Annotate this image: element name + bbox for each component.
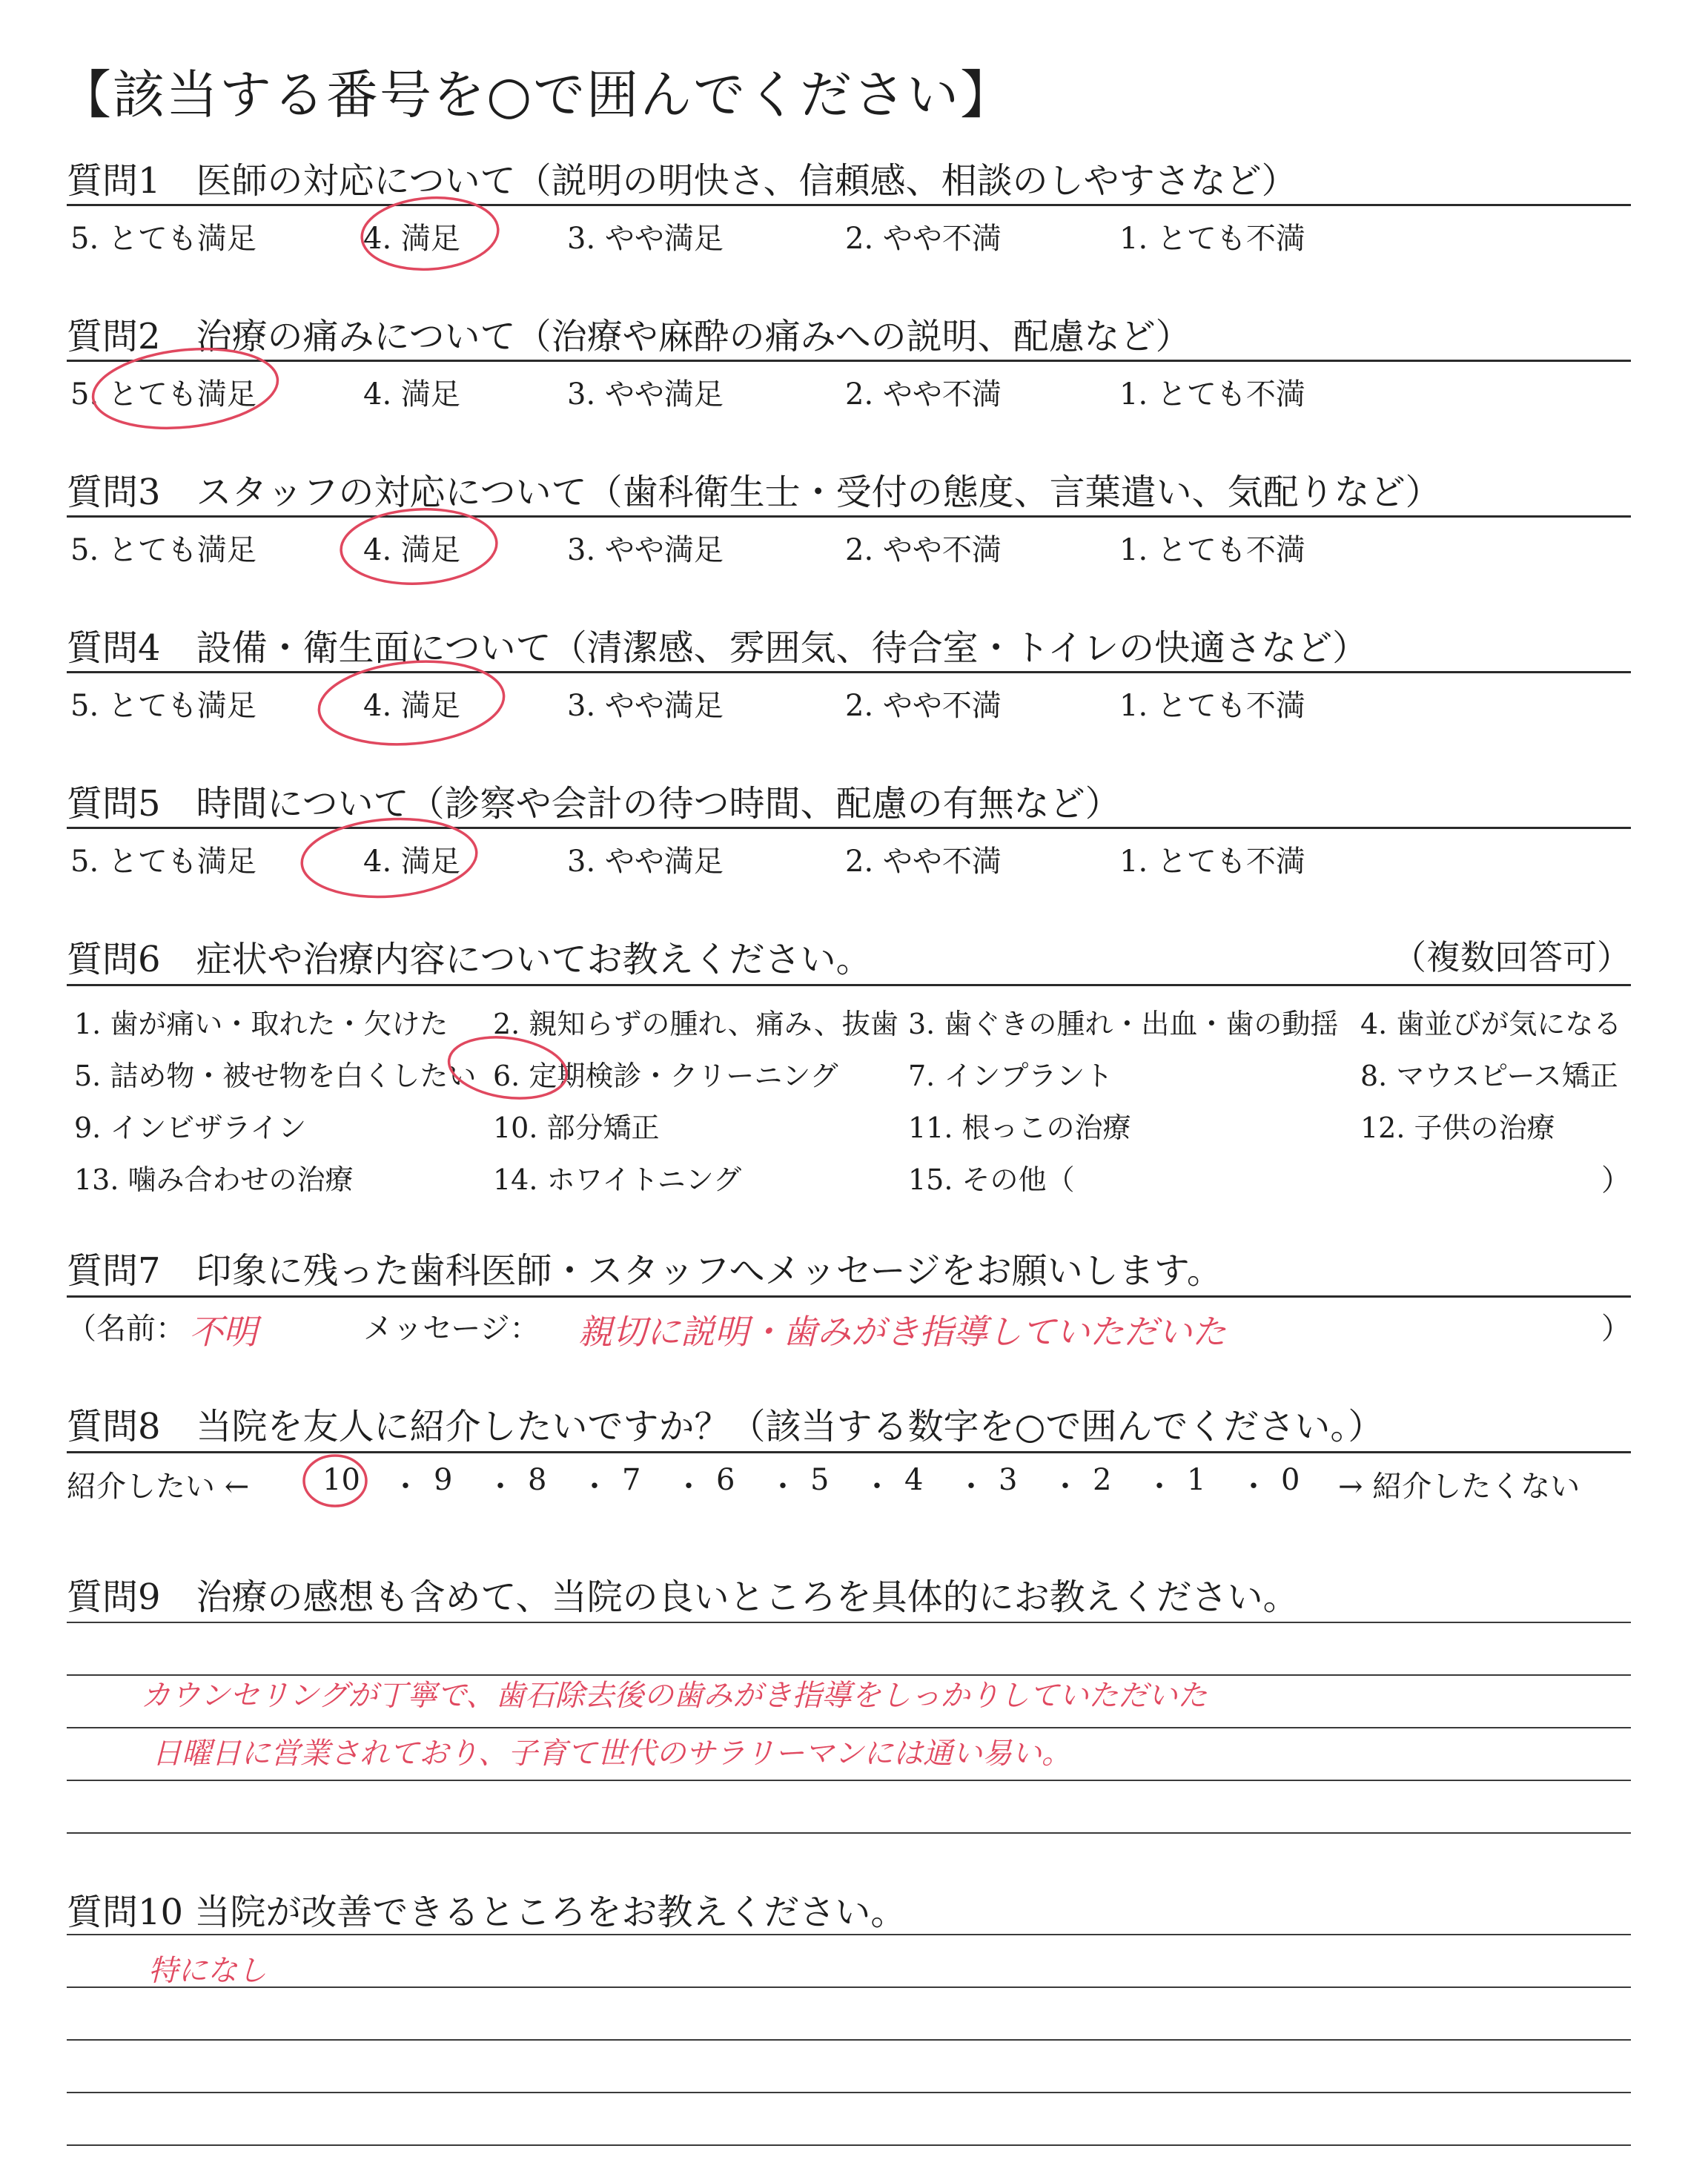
scale-separator: ・ bbox=[862, 1470, 892, 1504]
symptom-item[interactable]: 9. インビザライン bbox=[74, 1112, 307, 1144]
question-5-title: 質問5 時間について（診察や会計の待つ時間、配慮の有無など） bbox=[67, 783, 1121, 825]
question-1-title: 質問1 医師の対応について（説明の明快さ、信頼感、相談のしやすさなど） bbox=[67, 160, 1297, 202]
scale-10[interactable]: 10 bbox=[322, 1463, 360, 1497]
divider bbox=[67, 671, 1631, 673]
question-10-title: 質問10 当院が改善できるところをお教えください。 bbox=[67, 1892, 907, 1933]
option-4[interactable]: 4. 満足 bbox=[363, 377, 460, 412]
question-9-title: 質問9 治療の感想も含めて、当院の良いところを具体的にお教えください。 bbox=[67, 1576, 1299, 1618]
option-3[interactable]: 3. やや満足 bbox=[567, 377, 724, 412]
symptom-item[interactable]: 7. インプラント bbox=[908, 1060, 1113, 1092]
option-1[interactable]: 1. とても不満 bbox=[1119, 222, 1305, 256]
scale-separator: ・ bbox=[580, 1470, 609, 1504]
divider bbox=[67, 515, 1631, 518]
scale-right-label: → 紹介したくない bbox=[1338, 1470, 1580, 1504]
scale-separator: ・ bbox=[391, 1470, 420, 1504]
question-8-title: 質問8 当院を友人に紹介したいですか？（該当する数字を○で囲んでください。） bbox=[67, 1406, 1384, 1447]
answer-line bbox=[67, 1780, 1631, 1781]
answer-line bbox=[67, 1934, 1631, 1935]
symptom-item[interactable]: 6. 定期検診・クリーニング bbox=[493, 1060, 838, 1092]
option-5[interactable]: 5. とても満足 bbox=[70, 533, 256, 567]
symptom-item[interactable]: 2. 親知らずの腫れ、痛み、抜歯 bbox=[493, 1008, 898, 1040]
scale-separator: ・ bbox=[674, 1470, 704, 1504]
scale-7[interactable]: 7 bbox=[622, 1463, 641, 1497]
multiple-answer-note: （複数回答可） bbox=[1392, 937, 1631, 977]
symptom-item[interactable]: 11. 根っこの治療 bbox=[908, 1112, 1131, 1144]
name-label: （名前： bbox=[67, 1312, 185, 1346]
answer-line bbox=[67, 1622, 1631, 1623]
option-5[interactable]: 5. とても満足 bbox=[70, 689, 256, 723]
symptom-item[interactable]: 13. 噛み合わせの治療 bbox=[74, 1163, 354, 1196]
option-5[interactable]: 5. とても満足 bbox=[70, 377, 256, 412]
scale-0[interactable]: 0 bbox=[1281, 1463, 1300, 1497]
option-2[interactable]: 2. やや不満 bbox=[845, 845, 1002, 879]
scale-separator: ・ bbox=[1239, 1470, 1268, 1504]
option-2[interactable]: 2. やや不満 bbox=[845, 533, 1002, 567]
answer-line bbox=[67, 2039, 1631, 2041]
option-2[interactable]: 2. やや不満 bbox=[845, 689, 1002, 723]
scale-8[interactable]: 8 bbox=[528, 1463, 547, 1497]
option-3[interactable]: 3. やや満足 bbox=[567, 845, 724, 879]
symptom-item[interactable]: 8. マウスピース矯正 bbox=[1360, 1060, 1618, 1092]
divider bbox=[67, 204, 1631, 206]
symptom-item-other[interactable]: 15. その他（ bbox=[908, 1163, 1075, 1196]
option-4[interactable]: 4. 満足 bbox=[363, 222, 460, 256]
option-2[interactable]: 2. やや不満 bbox=[845, 222, 1002, 256]
scale-2[interactable]: 2 bbox=[1093, 1463, 1112, 1497]
question-4-title: 質問4 設備・衛生面について（清潔感、雰囲気、待合室・トイレの快適さなど） bbox=[67, 627, 1368, 669]
name-value[interactable]: 不明 bbox=[189, 1312, 257, 1352]
answer-line bbox=[67, 2144, 1631, 2146]
symptom-item[interactable]: 14. ホワイトニング bbox=[493, 1163, 742, 1196]
divider bbox=[67, 360, 1631, 362]
improvement-answer[interactable]: 特になし bbox=[148, 1954, 267, 1988]
answer-line bbox=[67, 1986, 1631, 1988]
answer-text-line-2[interactable]: 日曜日に営業されており、子育て世代のサラリーマンには通い易い。 bbox=[152, 1737, 1071, 1771]
message-value[interactable]: 親切に説明・歯みがき指導していただいた bbox=[578, 1312, 1226, 1352]
other-close-paren: ） bbox=[1601, 1163, 1631, 1198]
answer-line bbox=[67, 1727, 1631, 1728]
answer-line bbox=[67, 2092, 1631, 2093]
scale-1[interactable]: 1 bbox=[1187, 1463, 1206, 1497]
symptom-item[interactable]: 4. 歯並びが気になる bbox=[1360, 1008, 1622, 1040]
option-1[interactable]: 1. とても不満 bbox=[1119, 377, 1305, 412]
option-1[interactable]: 1. とても不満 bbox=[1119, 689, 1305, 723]
symptom-item[interactable]: 3. 歯ぐきの腫れ・出血・歯の動揺 bbox=[908, 1008, 1339, 1040]
symptom-item[interactable]: 10. 部分矯正 bbox=[493, 1112, 660, 1144]
divider bbox=[67, 827, 1631, 829]
scale-5[interactable]: 5 bbox=[810, 1463, 830, 1497]
option-3[interactable]: 3. やや満足 bbox=[567, 222, 724, 256]
scale-separator: ・ bbox=[486, 1470, 515, 1504]
answer-line bbox=[67, 1832, 1631, 1834]
option-5[interactable]: 5. とても満足 bbox=[70, 845, 256, 879]
scale-separator: ・ bbox=[956, 1470, 986, 1504]
scale-6[interactable]: 6 bbox=[716, 1463, 735, 1497]
divider bbox=[67, 1295, 1631, 1298]
scale-separator: ・ bbox=[1145, 1470, 1174, 1504]
question-7-title: 質問7 印象に残った歯科医師・スタッフへメッセージをお願いします。 bbox=[67, 1250, 1222, 1292]
answer-text-line-1[interactable]: カウンセリングが丁寧で、歯石除去後の歯みがき指導をしっかりしていただいた bbox=[141, 1679, 1208, 1713]
question-6-title: 質問6 症状や治療内容についてお教えください。 bbox=[67, 939, 872, 980]
question-2-title: 質問2 治療の痛みについて（治療や麻酔の痛みへの説明、配慮など） bbox=[67, 316, 1191, 357]
option-4[interactable]: 4. 満足 bbox=[363, 533, 460, 567]
divider bbox=[67, 1451, 1631, 1453]
symptom-item[interactable]: 1. 歯が痛い・取れた・欠けた bbox=[74, 1008, 448, 1040]
message-label: メッセージ： bbox=[363, 1312, 540, 1346]
form-title: 【該当する番号を○で囲んでください】 bbox=[59, 65, 1014, 125]
symptom-item[interactable]: 12. 子供の治療 bbox=[1360, 1112, 1555, 1144]
option-1[interactable]: 1. とても不満 bbox=[1119, 533, 1305, 567]
question-3-title: 質問3 スタッフの対応について（歯科衛生士・受付の態度、言葉遣い、気配りなど） bbox=[67, 472, 1441, 513]
option-1[interactable]: 1. とても不満 bbox=[1119, 845, 1305, 879]
scale-separator: ・ bbox=[768, 1470, 798, 1504]
option-4[interactable]: 4. 満足 bbox=[363, 845, 460, 879]
option-2[interactable]: 2. やや不満 bbox=[845, 377, 1002, 412]
option-4[interactable]: 4. 満足 bbox=[363, 689, 460, 723]
scale-left-label: 紹介したい ← bbox=[67, 1470, 250, 1504]
option-3[interactable]: 3. やや満足 bbox=[567, 533, 724, 567]
scale-separator: ・ bbox=[1050, 1470, 1080, 1504]
scale-3[interactable]: 3 bbox=[999, 1463, 1018, 1497]
recommend-scale bbox=[67, 1463, 1631, 1504]
message-close-paren: ） bbox=[1601, 1312, 1631, 1346]
option-5[interactable]: 5. とても満足 bbox=[70, 222, 256, 256]
symptom-item[interactable]: 5. 詰め物・被せ物を白くしたい bbox=[74, 1060, 477, 1092]
divider bbox=[67, 984, 1631, 986]
scale-9[interactable]: 9 bbox=[434, 1463, 453, 1497]
scale-4[interactable]: 4 bbox=[904, 1463, 924, 1497]
option-3[interactable]: 3. やや満足 bbox=[567, 689, 724, 723]
